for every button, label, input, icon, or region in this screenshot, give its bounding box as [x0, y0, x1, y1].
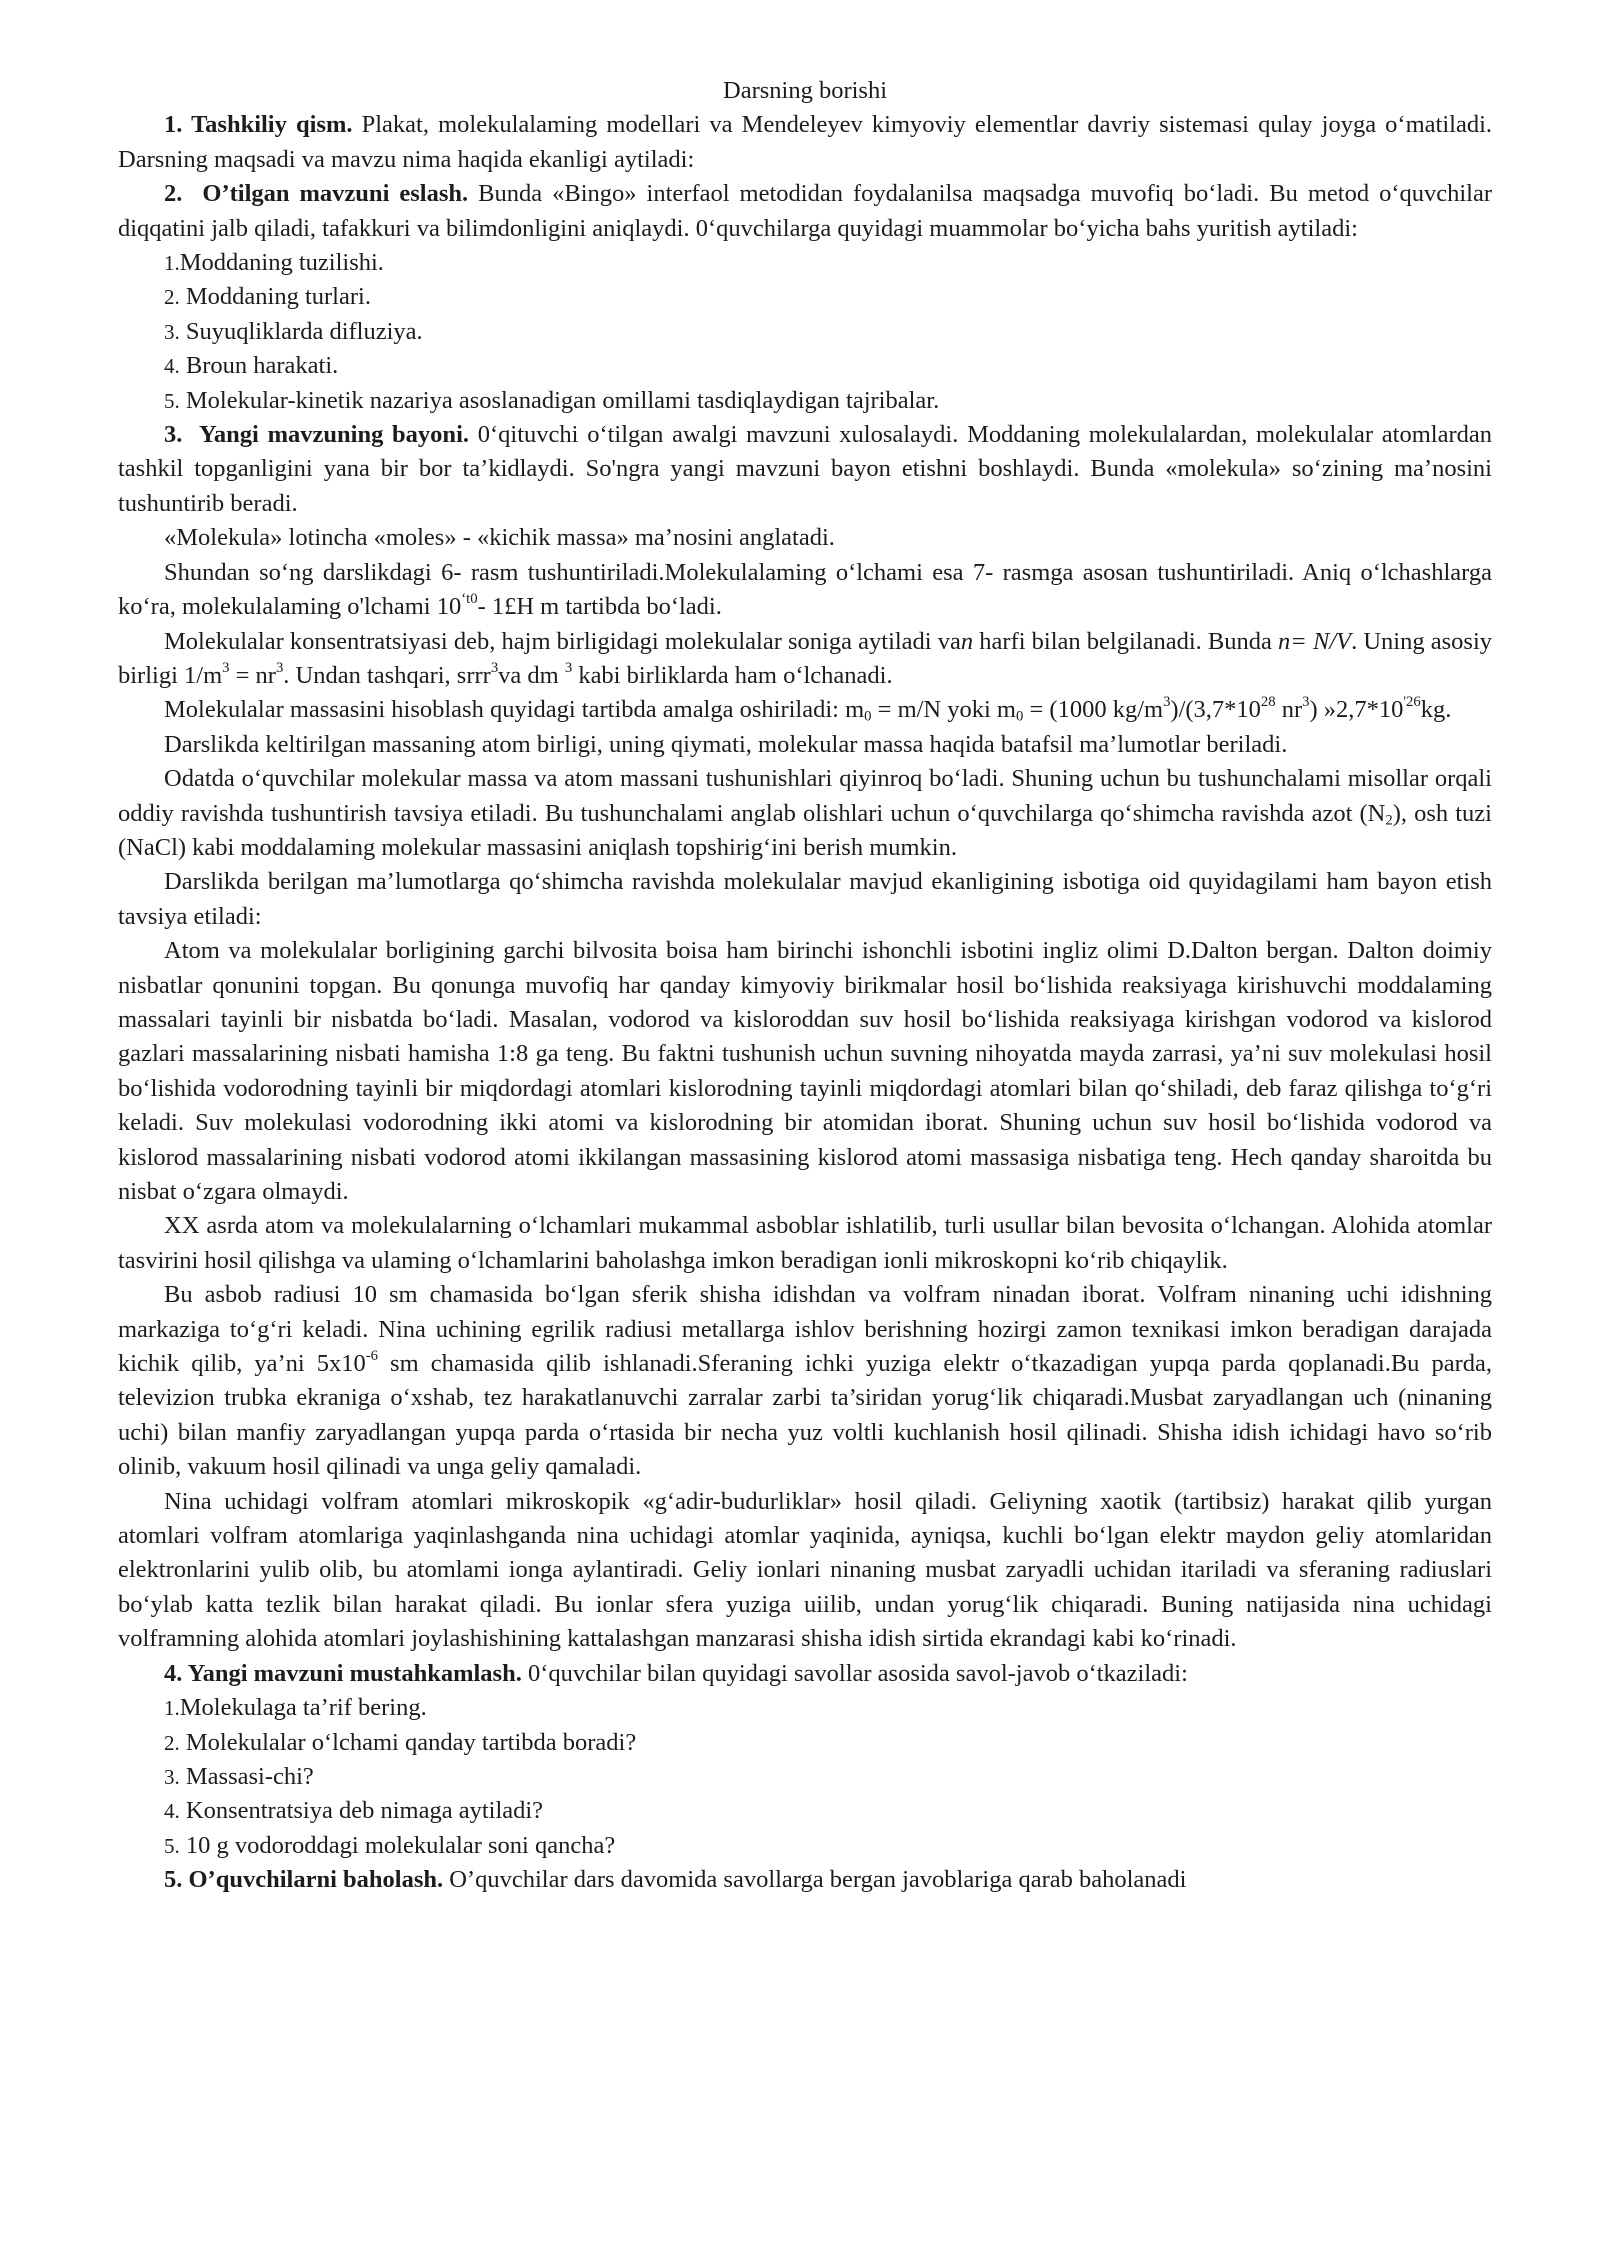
page-title: Darsning borishi [723, 77, 887, 104]
section-4-heading: 4. Yangi mavzuni mustahkamlash. [164, 1659, 522, 1687]
paragraph-odatda: Odatda o‘quvchilar molekular massa va atom massani tushunishlari qiyinroq bo‘ladi. Shuning uchun bu tushunchalami misollar orqali oddiy ravishda tushuntirish tavsiya etiladi. Bu tushunchalami anglab olishlari uchun o‘quvchilarga qo‘shimcha ravishda azot $(N_2)$, osh tuzi (NaCl) kabi moddalaming molekular massasini aniqlash topshirig‘ini berish mumkin. [118, 765, 1492, 861]
list-item: 1.Molekulaga ta’rif bering. [164, 1694, 427, 1722]
paragraph-molecule-size: Shundan so‘ng darslikdagi 6- rasm tushuntiriladi.Molekulalaming o‘lchami esa 7- rasmga asosan tushuntiriladi. Aniq o‘lchashlarga ko‘ra, molekulalaming o'lchami $10^{‘t0}-$ 1£H m tartibda bo‘ladi. [118, 558, 1492, 621]
paragraph-concentration: Molekulalar konsentratsiyasi deb, hajm birligidagi molekulalar soniga aytiladi van harfi bilan belgilanadi. Bunda n= N/V. Uning asosiy birligi $1/m^3 = nr^3$. Undan tashqari, srrr$^3$va dm $^3$ kabi birliklarda ham o‘lchanadi. [118, 627, 1493, 689]
section-5-paragraph: 5. O’quvchilarni baholash. O’quvchilar dars davomida savollarga bergan javoblariga qarab baholanadi [164, 1866, 1187, 1894]
review-questions-list [118, 1691, 1492, 1863]
section-2-paragraph: 2. O’tilgan mavzuni eslash. Bunda «Bingo» interfaol metodidan foydalanilsa maqsadga muvofiq bo‘ladi. Bu metod o‘quvchilar diqqatini jalb qiladi, tafakkuri va bilimdonligini aniqlaydi. 0‘quvchilarga quyidagi muammolar bo‘yicha bahs yuritish aytiladi: [118, 180, 1493, 242]
discussion-topics-list [118, 246, 1492, 418]
list-item: 2. Moddaning turlari. [164, 283, 371, 311]
list-item: 5. Molekular-kinetik nazariya asoslanadigan omillami tasdiqlaydigan tajribalar. [164, 386, 940, 414]
list-item: 3. Suyuqliklarda difluziya. [164, 317, 423, 345]
paragraph-needle-tip: Nina uchidagi volfram atomlari mikroskopik «g‘adir-budurliklar» hosil qiladi. Geliyning xaotik (tartibsiz) harakat qilib yurgan atomlari volfram atomlariga yaqinlashganda nina uchidagi atomlar yaqinida, ayniqsa, kuchli bo‘lgan elektr maydon geliy atomlaridan elektronlarini yulib olib, bu atomlami ionga aylantiradi. Geliy ionlari ninaning musbat zaryadli uchidan itariladi va sferaning radiuslari bo‘ylab katta tezlik bilan harakat qiladi. Bu ionlar sfera yuziga uiilib, undan yorug‘lik chiqaradi. Buning natijasida nina uchidagi volframning alohida atomlari joylashishining kattalashgan manzarasi shisha idish sirtida ekrandagi kabi ko‘rinadi. [118, 1487, 1492, 1653]
section-3-paragraph: 3. Yangi mavzuning bayoni. 0‘qituvchi o‘tilgan awalgi mavzuni xulosalaydi. Moddaning molekulalardan, molekulalar atomlardan tashkil topganligini yana bir bor ta’kidlaydi. So'ngra yangi mavzuni bayon etishni boshlaydi. Bunda «molekula» so‘zining ma’nosini tushuntirib beradi. [118, 421, 1493, 517]
list-item: 5. 10 g vodoroddagi molekulalar soni qancha? [164, 1831, 616, 1859]
section-1-paragraph: 1. Tashkiliy qism. Plakat, molekulalaming modellari va Mendeleyev kimyoviy elementlar davriy sistemasi qulay joyga o‘matiladi. Darsning maqsadi va mavzu nima haqida ekanligi aytiladi: [118, 111, 1492, 173]
list-item: 3. Massasi-chi? [164, 1762, 314, 1790]
paragraph-atomic-mass-unit: Darslikda keltirilgan massaning atom birligi, uning qiymati, molekular massa haqida batafsil ma’lumotlar beriladi. [164, 730, 1288, 758]
list-item: 4. Broun harakati. [164, 352, 339, 380]
section-3-heading: 3. Yangi mavzuning bayoni. [164, 421, 469, 449]
paragraph-dalton: Atom va molekulalar borligining garchi bilvosita boisa ham birinchi ishonchli isbotini ingliz olimi D.Dalton bergan. Dalton doimiy nisbatlar qonunini topgan. Bu qonunga muvofiq har qanday kimyoviy birikmalar hosil bo‘lishida reaksiyaga kirishuvchi moddalaming massalari tayinli bir nisbatda bo‘ladi. Masalan, vodorod va kisloroddan suv hosil bo‘lishida reaksiyaga kirishgan vodorod va kislorod gazlari massalarining nisbati hamisha 1:8 ga teng. Bu faktni tushunish uchun suvning nihoyatda mayda zarrasi, ya’ni suv molekulasi hosil bo‘lishida vodorodning tayinli bir miqdordagi atomlari kislorodning tayinli miqdordagi atomlari bilan qo‘shiladi, deb faraz qilishga to‘g‘ri keladi. Suv molekulasi vodorodning ikki atomi va kislorodning bir atomidan iborat. Shuning uchun suv hosil bo‘lishida vodorod va kislorod massalarining nisbati vodorod atomi ikkilangan massasining kislorod atomi massasiga nisbatiga teng. Hech qanday sharoitda bu nisbat o‘zgara olmaydi. [118, 937, 1492, 1205]
list-item: 2. Molekulalar o‘lchami qanday tartibda boradi? [164, 1728, 637, 1756]
list-item: 1.Moddaning tuzilishi. [164, 249, 384, 277]
section-2-heading: 2. O’tilgan mavzuni eslash. [164, 180, 469, 208]
list-item: 4. Konsentratsiya deb nimaga aytiladi? [164, 1797, 544, 1825]
paragraph-extra-info: Darslikda berilgan ma’lumotlarga qo‘shimcha ravishda molekulalar mavjud ekanligining isbotiga oid quyidagilami ham bayon etish tavsiya etiladi: [118, 868, 1492, 930]
section-5-heading: 5. O’quvchilarni baholash. [164, 1866, 444, 1894]
section-4-paragraph: 4. Yangi mavzuni mustahkamlash. 0‘quvchilar bilan quyidagi savollar asosida savol-javob o‘tkaziladi: [164, 1659, 1188, 1687]
paragraph-ion-microscope: Bu asbob radiusi 10 sm chamasida bo‘lgan sferik shisha idishdan va volfram ninadan iborat. Volfram ninaning uchi idishning markaziga to‘g‘ri keladi. Nina uchining egrilik radiusi metallarga ishlov berishning hozirgi zamon texnikasi imkon beradigan darajada kichik qilib, ya’ni $5x10^{-6}$ sm chamasida qilib ishlanadi.Sferaning ichki yuziga elektr o‘tkazadigan yupqa parda qoplanadi.Bu parda, televizion trubka ekraniga o‘xshab, tez harakatlanuvchi zarralar zarbi ta’siridan yorug‘lik chiqaradi.Musbat zaryadlangan uch (ninaning uchi) bilan manfiy zaryadlangan yupqa parda o‘rtasida bir necha yuz voltli kuchlanish hosil qilinadi. Shisha idish ichidagi havo so‘rib olinib, vakuum hosil qilinadi va unga geliy qamaladi. [118, 1281, 1493, 1481]
section-1-heading: 1. Tashkiliy qism. [164, 111, 353, 139]
paragraph-xx-century: XX asrda atom va molekulalarning o‘lchamlari mukammal asboblar ishlatilib, turli usullar bilan bevosita o‘lchangan. Alohida atomlar tasvirini hosil qilishga va ulaming o‘lchamlarini baholashga imkon beradigan ionli mikroskopni ko‘rib chiqaylik. [118, 1212, 1492, 1274]
paragraph-moles: «Molekula» lotincha «moles» - «kichik massa» ma’nosini anglatadi. [164, 524, 835, 552]
paragraph-molecule-mass: Molekulalar massasini hisoblash quyidagi tartibda amalga oshiriladi: $m_0 = m/N$ yoki $m_0 = (1000$ $kg/m^3)/(3,7*10^{28}$ $nr^3$) $»2,7*10^{'26}kg$. [164, 694, 1452, 725]
